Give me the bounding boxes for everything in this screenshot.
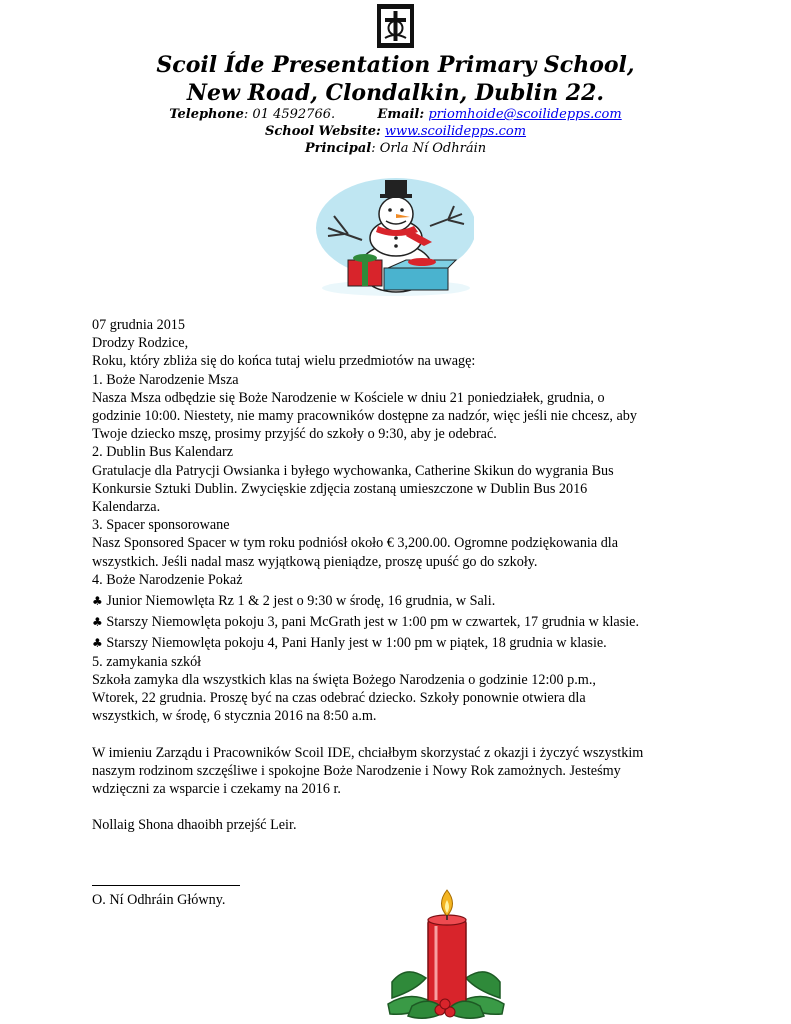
section-mass-text: Nasza Msza odbędzie się Boże Narodzenie w Kościele w dniu 21 poniedziałek, grudnia, o: [92, 389, 605, 406]
section-closure-text: Wtorek, 22 grudnia. Proszę być na czas odebrać dziecko. Szkoły ponownie otwiera dla: [92, 690, 586, 707]
principal-value: : Orla Ní Odhráin: [371, 141, 487, 156]
closing-paragraph: W imieniu Zarządu i Pracowników Scoil IDE, chciałbym skorzystać z okazji i życzyć wszystkim: [92, 744, 644, 761]
school-name-heading: Scoil Íde Presentation Primary School,: [156, 52, 635, 78]
letter-body: [92, 316, 712, 909]
email-label: Email: [377, 107, 420, 122]
list-item: ♣ Starszy Niemowlęta pokoju 4, Pani Hanly jest w 1:00 pm w piątek, 18 grudnia w klasie.: [92, 635, 607, 652]
section-mass-text: godzinie 10:00. Niestety, nie mamy pracowników dostępne za nadzór, więc jeśli nie chcesz, aby: [92, 408, 637, 425]
telephone-value: : 01 4592766.: [243, 107, 336, 122]
contact-line: Telephone: 01 4592766. Email: priomhoide@scoilidepps.com: [169, 107, 622, 122]
letter-date: 07 grudnia 2015: [92, 317, 185, 333]
website-link[interactable]: www.scoilidepps.com: [384, 124, 527, 139]
club-bullet-icon: ♣: [92, 636, 103, 651]
signature-name: O. Ní Odhráin Główny.: [92, 892, 226, 909]
club-bullet-icon: ♣: [92, 594, 103, 609]
section-mass-text: Twoje dziecko mszę, prosimy przyjść do szkoły o 9:30, aby je odebrać.: [92, 426, 497, 443]
principal-label: Principal: [304, 141, 372, 156]
email-link[interactable]: priomhoide@scoilidepps.com: [428, 107, 622, 122]
christmas-candle-holly-clipart: [386, 886, 506, 1024]
school-crest-icon: [377, 4, 414, 48]
club-bullet-icon: ♣: [92, 615, 103, 630]
blessing-line: Nollaig Shona dhaoibh przejść Leir.: [92, 817, 297, 834]
letter-intro: Roku, który zbliża się do końca tutaj wielu przedmiotów na uwagę:: [92, 353, 476, 370]
section-calendar-text: Konkursie Sztuki Dublin. Zwycięskie zdjęcia zostaną umieszczone w Dublin Bus 2016: [92, 480, 588, 497]
section-calendar-title: 2. Dublin Bus Kalendarz: [92, 444, 234, 461]
website-label: School Website:: [264, 124, 381, 139]
section-show-title: 4. Boże Narodzenie Pokaż: [92, 571, 243, 588]
snowman-with-gifts-clipart: [314, 176, 474, 298]
section-calendar-text: Gratulacje dla Patrycji Owsianka i byłego wychowanka, Catherine Skikun do wygrania Bus: [92, 462, 614, 479]
school-address-heading: New Road, Clondalkin, Dublin 22.: [186, 80, 605, 106]
list-item: ♣ Junior Niemowlęta Rz 1 & 2 jest o 9:30 w środę, 16 grudnia, w Sali.: [92, 593, 496, 610]
list-item: ♣ Starszy Niemowlęta pokoju 3, pani McGrath jest w 1:00 pm w czwartek, 17 grudnia w klasie.: [92, 614, 640, 631]
signature-line: [92, 885, 240, 886]
section-walk-text: wszystkich. Jeśli nadal masz wyjątkową pieniądze, proszę upuść go do szkoły.: [92, 553, 538, 570]
section-walk-text: Nasz Sponsored Spacer w tym roku podniósł około € 3,200.00. Ogromne podziękowania dla: [92, 535, 619, 552]
section-mass-title: 1. Boże Narodzenie Msza: [92, 371, 239, 388]
section-closure-title: 5. zamykania szkół: [92, 653, 202, 670]
section-walk-title: 3. Spacer sponsorowane: [92, 517, 230, 534]
section-calendar-text: Kalendarza.: [92, 499, 161, 516]
section-closure-text: wszystkich, w środę, 6 stycznia 2016 na 8:50 a.m.: [92, 708, 377, 725]
principal-line: [0, 141, 791, 156]
website-line: [0, 124, 791, 139]
telephone-label: Telephone: [169, 107, 244, 122]
section-closure-text: Szkoła zamyka dla wszystkich klas na święta Bożego Narodzenia o godzinie 12:00 p.m.,: [92, 671, 596, 688]
closing-paragraph: naszym rodzinom szczęśliwe i spokojne Boże Narodzenie i Nowy Rok zamożnych. Jesteśmy: [92, 762, 621, 779]
closing-paragraph: wdzięczni za wsparcie i czekamy na 2016 r.: [92, 781, 341, 798]
letter-greeting: Drodzy Rodzice,: [92, 335, 189, 352]
